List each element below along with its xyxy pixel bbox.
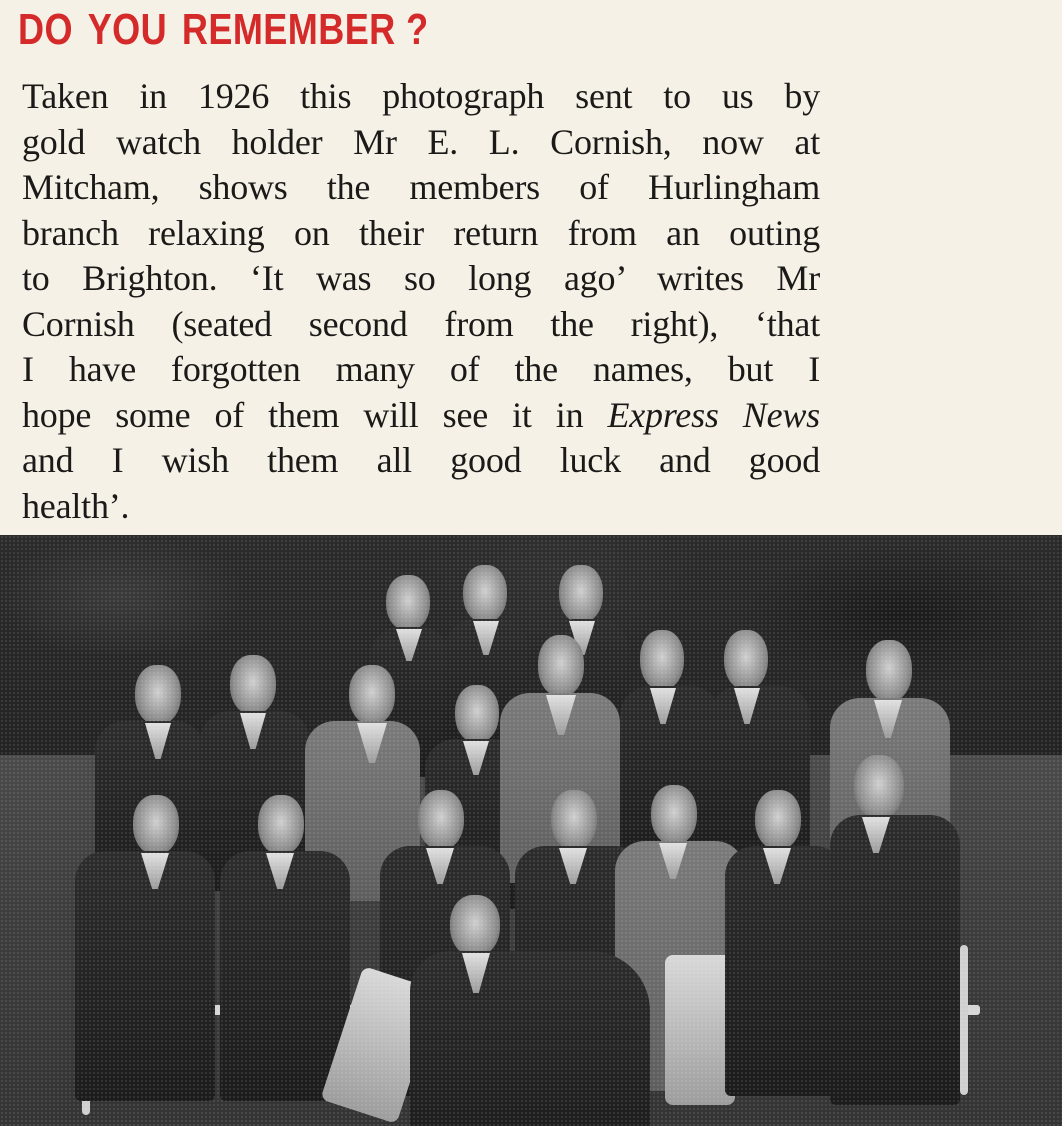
article-line-6: Cornish (seated second from the right), ‘that [22, 303, 820, 344]
page-heading [18, 6, 443, 54]
article-line-3: Mitcham, shows the members of Hurlingham [22, 167, 820, 207]
photo-halftone-texture [0, 535, 1062, 1126]
article-line-10: health’. [22, 485, 130, 526]
article-line-2: gold watch holder Mr E. L. Cornish, now at [22, 121, 820, 162]
heading-word-do: DO [18, 5, 73, 54]
article-line-7: I have forgotten many of the names, but I [22, 349, 820, 389]
article-line-5: to Brighton. ‘It was so long ago’ writes Mr [22, 258, 820, 298]
heading-word-remember: REMEMBER ? [181, 5, 429, 54]
group-photograph [0, 535, 1062, 1126]
article-body [22, 74, 820, 529]
article-line-4: branch relaxing on their return from an outing [22, 212, 820, 253]
article-line-8-text: hope some of them will see it in [22, 394, 608, 435]
article-line-9: and I wish them all good luck and good [22, 440, 820, 480]
publication-name: Express News [607, 394, 820, 435]
article-line-1: Taken in 1926 this photograph sent to us by [22, 76, 820, 116]
heading-word-you: YOU [87, 5, 168, 54]
article-line-8 [22, 393, 820, 439]
